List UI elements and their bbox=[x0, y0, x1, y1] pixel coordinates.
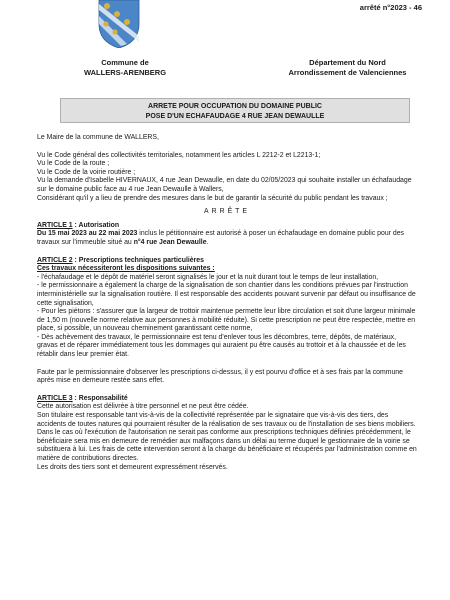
commune-name: WALLERS-ARENBERG bbox=[83, 68, 167, 77]
article-3-para-4: Les droits des tiers sont et demeurent expressément réservés. bbox=[37, 463, 228, 471]
commune-label: Commune de bbox=[101, 58, 149, 67]
vu-line-3: Vu le Code de la voirie routière ; bbox=[37, 168, 136, 176]
article-3-para-1: Cette autorisation est délivrée à titre personnel et ne peut être cédée. bbox=[37, 403, 249, 411]
article-3-title bbox=[37, 395, 417, 404]
article-3-heading: : Responsabilité bbox=[72, 394, 128, 402]
article-2-item-4: - Dès achèvement des travaux, le permissionnaire est tenu d'enlever tous les décombres, terre, dépôts, de matériaux, gravas et de réparer immédiatement tous les dommages qui auraient pu être causés au trottoir et à la chaussée et de les rétablir dans leur premier état. bbox=[37, 333, 406, 359]
article-2-item-1: - l'échafaudage et le dépôt de matériel seront signalisés le jour et la nuit durant tout le temps de leur installation, bbox=[37, 273, 379, 281]
article-2-title bbox=[37, 257, 417, 266]
article-1-address: n°4 rue Jean Dewaulle bbox=[133, 238, 207, 246]
commune-block bbox=[60, 58, 190, 78]
article-2-heading: : Prescriptions techniques particulières bbox=[72, 256, 204, 264]
article-1-text-2: . bbox=[206, 238, 209, 246]
vu-line-4: Vu la demande d'Isabelle HIVERNAUX, 4 rue Jean Dewaulle, en date du 02/05/2023 qui souhaite installer un échafaudage sur le domaine public face au 4 rue Jean Dewaulle à Wallers, bbox=[37, 177, 412, 193]
article-1-text bbox=[37, 230, 417, 247]
mayor-line: Le Maire de la commune de WALLERS, bbox=[37, 134, 159, 141]
article-1-label: ARTICLE 1 bbox=[37, 221, 73, 229]
arrondissement-name: Arrondissement de Valenciennes bbox=[288, 68, 407, 77]
article-1-dates: Du 15 mai 2023 au 22 mai 2023 bbox=[37, 230, 138, 238]
document-body bbox=[37, 134, 417, 472]
document-title-box bbox=[60, 98, 410, 123]
article-2-item-2: - le permissionnaire a également la charge de la signalisation de son chantier dans les conditions prévues par l'instruction interministérielle sur la signalisation routière. Il est responsable des accidents pouvant survenir par défaut ou insuffisance de cette signalisation, bbox=[37, 282, 416, 307]
article-1-title bbox=[37, 222, 417, 231]
decree-reference: arrêté n°2023 - 46 bbox=[359, 3, 422, 12]
article-3-para-2: Son titulaire est responsable tant vis-à-vis de la collectivité représentée par le signataire que vis-à-vis des tiers, des accidents de toutes natures qui pourraient résulter de la réalisation de ses travaux ou de l'installation de ses biens mobiliers. bbox=[37, 412, 416, 428]
article-1-text-1: inclus le pétitionnaire est autorisé à poser un échafaudage en domaine public pour des travaux sur l'immeuble situé au bbox=[37, 230, 404, 246]
considerant-line: Considérant qu'il y a lieu de prendre des mesures dans le but de garantir la sécurité du public pendant les travaux ; bbox=[37, 194, 388, 202]
article-1-heading: : Autorisation bbox=[72, 221, 120, 229]
article-2-closing: Faute par le permissionnaire d'observer les prescriptions ci-dessus, il y est pourvu d'office et à ses frais par la commune après mise en demeure restée sans effet. bbox=[37, 368, 403, 385]
article-3-label: ARTICLE 3 bbox=[37, 394, 73, 402]
title-line-1: ARRETE POUR OCCUPATION DU DOMAINE PUBLIC bbox=[148, 103, 322, 110]
article-3-para-3: Dans le cas où l'exécution de l'autorisation ne serait pas conforme aux prescriptions techniques définies précédemment, le bénéficiaire sera mis en demeure de remédier aux malfaçons dans un délai au terme duquel le gestionnaire de la voirie se substituera à lui. Les frais de cette intervention seront à la charge du bénéficiaire et récupérés par l'administration comme en matière de contributions directes. bbox=[37, 429, 417, 462]
arrete-heading: ARRÊTE bbox=[204, 208, 250, 216]
vu-line-2: Vu le Code de la route ; bbox=[37, 160, 110, 168]
coat-of-arms-logo bbox=[97, 0, 141, 48]
article-2-subheading: Ces travaux nécessiteront les dispositions suivantes : bbox=[37, 265, 215, 273]
vu-line-1: Vu le Code général des collectivités territoriales, notamment les articles L 2212-2 et L2213-1; bbox=[37, 151, 321, 159]
department-name: Département du Nord bbox=[309, 58, 386, 67]
title-line-2: POSE D'UN ECHAFAUDAGE 4 RUE JEAN DEWAULLE bbox=[145, 113, 325, 120]
article-2-item-3: - Pour les piétons : s'assurer que la largeur de trottoir maintenue permette leur libre circulation et soit d'une largeur minimale de 1,50 m (nouvelle norme relative aux personnes à mobilité réduite). Si cette prescription ne peut être respectée, mettre en place, si possible, un nouveau cheminement garantissant cette norme, bbox=[37, 308, 416, 333]
article-2-label: ARTICLE 2 bbox=[37, 256, 73, 264]
department-block bbox=[280, 58, 415, 78]
